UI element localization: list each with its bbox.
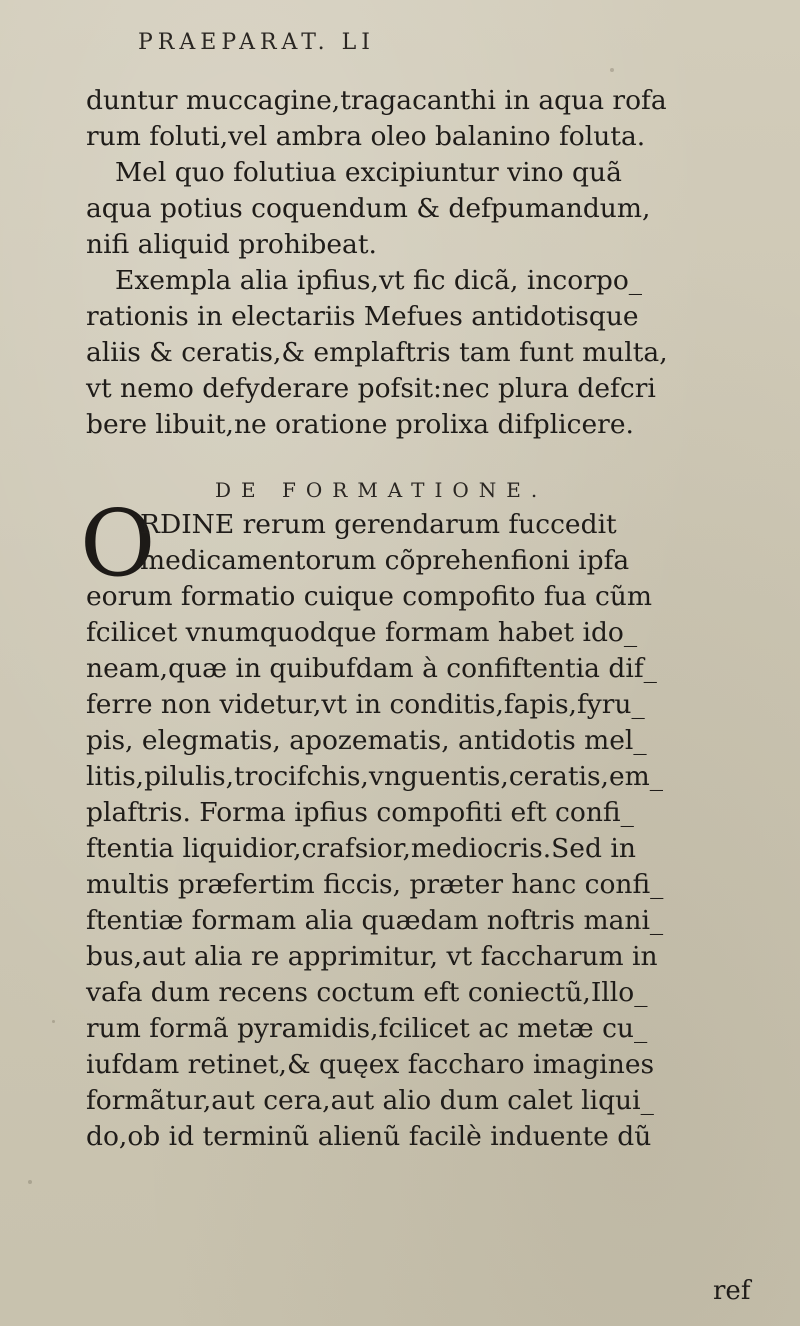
ink-spot	[610, 68, 614, 72]
text-line: pis, elegmatis, apozematis, antidotis mel_	[86, 725, 647, 756]
text-line: do,ob id terminũ alienũ facilè induente dũ	[86, 1121, 652, 1152]
text-line: rationis in electariis Mefues antidotisque	[86, 301, 639, 332]
drop-cap: O	[80, 490, 156, 597]
ink-spot	[52, 1020, 55, 1023]
text-line: rum formã pyramidis,fcilicet ac metæ cu_	[86, 1013, 648, 1044]
text-line: bere libuit,ne oratione prolixa difplicere.	[86, 409, 634, 440]
text-line: rum foluti,vel ambra oleo balanino foluta.	[86, 121, 646, 152]
text-line: Exempla alia ipfius,vt fic dicã, incorpo_	[115, 265, 643, 296]
text-line: litis,pilulis,trocifchis,vnguentis,ceratis,em_	[86, 761, 664, 792]
text-line: eorum formatio cuique compofito fua cũm	[86, 581, 652, 612]
text-line: duntur muccagine,tragacanthi in aqua rofa	[86, 85, 667, 116]
text-line: ferre non videtur,vt in conditis,fapis,fyru_	[86, 689, 645, 720]
text-line: ftentiæ formam alia quædam noftris mani_	[86, 905, 664, 936]
ink-spot	[28, 1180, 32, 1184]
text-line: plaftris. Forma ipfius compofiti eft confi_	[86, 797, 634, 828]
text-line: vt nemo defyderare pofsit:nec plura defcri	[86, 373, 656, 404]
text-line: formãtur,aut cera,aut alio dum calet liqui_	[86, 1085, 654, 1116]
running-head: PRAEPARAT. LI	[138, 30, 375, 55]
section-heading: DE FORMATIONE.	[215, 478, 548, 502]
catchword: ref	[713, 1276, 751, 1306]
text-line: aliis & ceratis,& emplaftris tam funt multa,	[86, 337, 668, 368]
text-line: fcilicet vnumquodque formam habet ido_	[86, 617, 638, 648]
text-line: RDINE rerum gerendarum fuccedit	[140, 509, 617, 540]
text-line: iufdam retinet,& quęex faccharo imagines	[86, 1049, 655, 1080]
text-line: nifi aliquid prohibeat.	[86, 229, 377, 260]
text-line: neam,quæ in quibufdam à confiftentia dif_	[86, 653, 657, 684]
text-line: Mel quo folutiua excipiuntur vino quã	[115, 157, 622, 188]
text-line: vafa dum recens coctum eft coniectũ,Illo_	[86, 977, 648, 1008]
text-line: multis præfertim ficcis, præter hanc confi_	[86, 869, 664, 900]
text-line: medicamentorum cõprehenfioni ipfa	[140, 545, 630, 576]
text-line: bus,aut alia re apprimitur, vt faccharum in	[86, 941, 658, 972]
text-line: ftentia liquidior,crafsior,mediocris.Sed in	[86, 833, 636, 864]
text-line: aqua potius coquendum & defpumandum,	[86, 193, 651, 224]
